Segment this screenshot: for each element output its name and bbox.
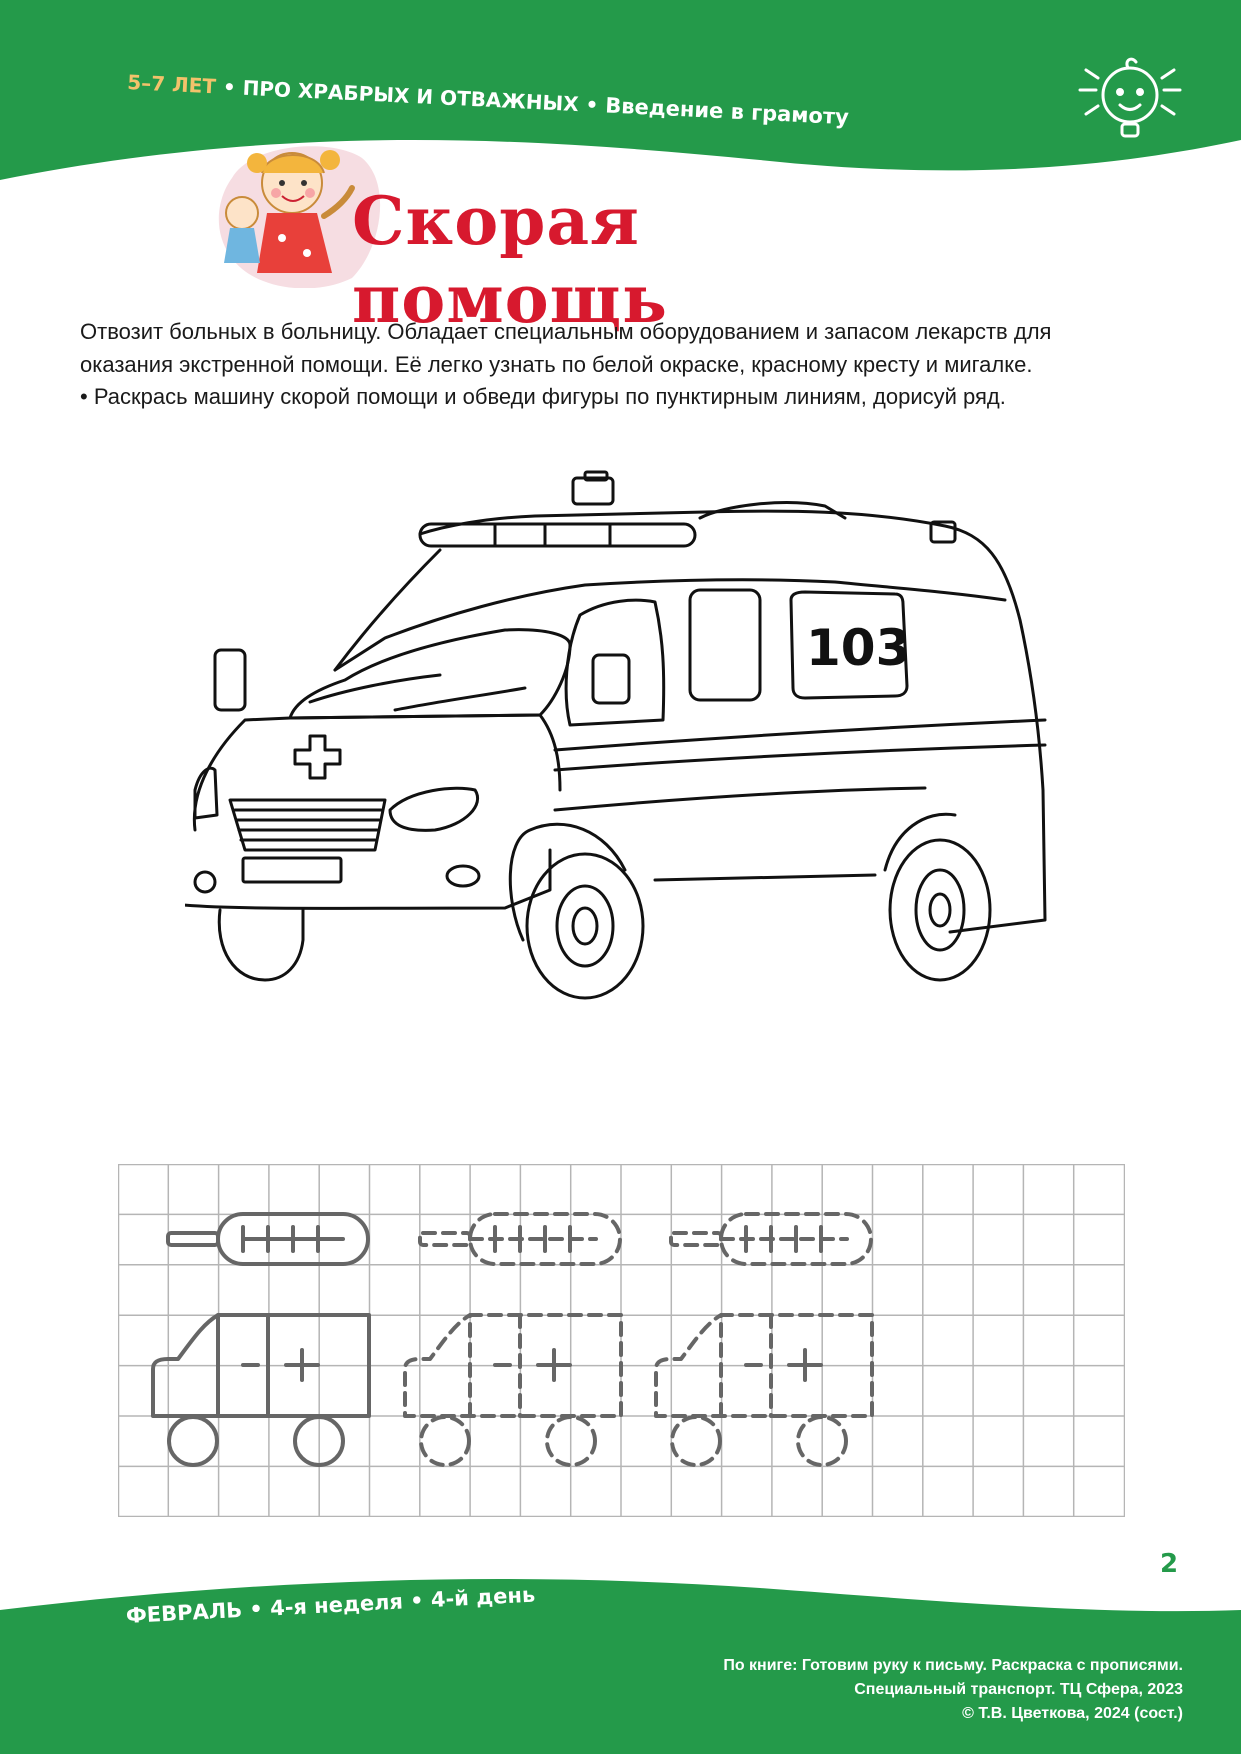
source-line-3: © Т.В. Цветкова, 2024 (сост.): [962, 1705, 1183, 1722]
theme-label: • ПРО ХРАБРЫХ И ОТВАЖНЫХ •: [222, 74, 599, 118]
page-title: Скорая помощь: [352, 182, 668, 338]
dashed-van-2[interactable]: [656, 1315, 872, 1465]
age-label: 5–7 ЛЕТ: [126, 70, 217, 99]
page-number: 2: [1160, 1549, 1179, 1579]
subject-label: Введение в грамоту: [604, 93, 850, 130]
source-line-1: По книге: Готовим руку к письму. Раскраска с прописями.: [723, 1657, 1183, 1674]
sample-beacon: [168, 1214, 368, 1264]
footer-date: ФЕВРАЛЬ • 4-я неделя • 4-й день: [125, 1582, 536, 1628]
tracing-grid: [118, 1164, 1125, 1517]
dashed-van-1[interactable]: [405, 1315, 621, 1465]
ambulance-number: 103: [806, 619, 911, 677]
description: [80, 316, 1180, 414]
kid-face-icon: [1070, 50, 1190, 150]
ambulance-coloring-drawing: [185, 470, 1065, 1110]
description-line-2: оказания экстренной помощи. Её легко узнать по белой окраске, красному кресту и мигалке.: [80, 351, 1033, 377]
description-line-1: Отвозит больных в больницу. Обладает специальным оборудованием и запасом лекарств для: [80, 319, 1052, 344]
sample-van: [153, 1315, 369, 1465]
footer-source: [723, 1654, 1183, 1726]
task-instruction: • Раскрась машину скорой помощи и обведи фигуры по пунктирным линиям, дорисуй ряд.: [80, 384, 1006, 409]
dashed-beacon-2[interactable]: [671, 1214, 871, 1264]
source-line-2: Специальный транспорт. ТЦ Сфера, 2023: [854, 1681, 1183, 1698]
